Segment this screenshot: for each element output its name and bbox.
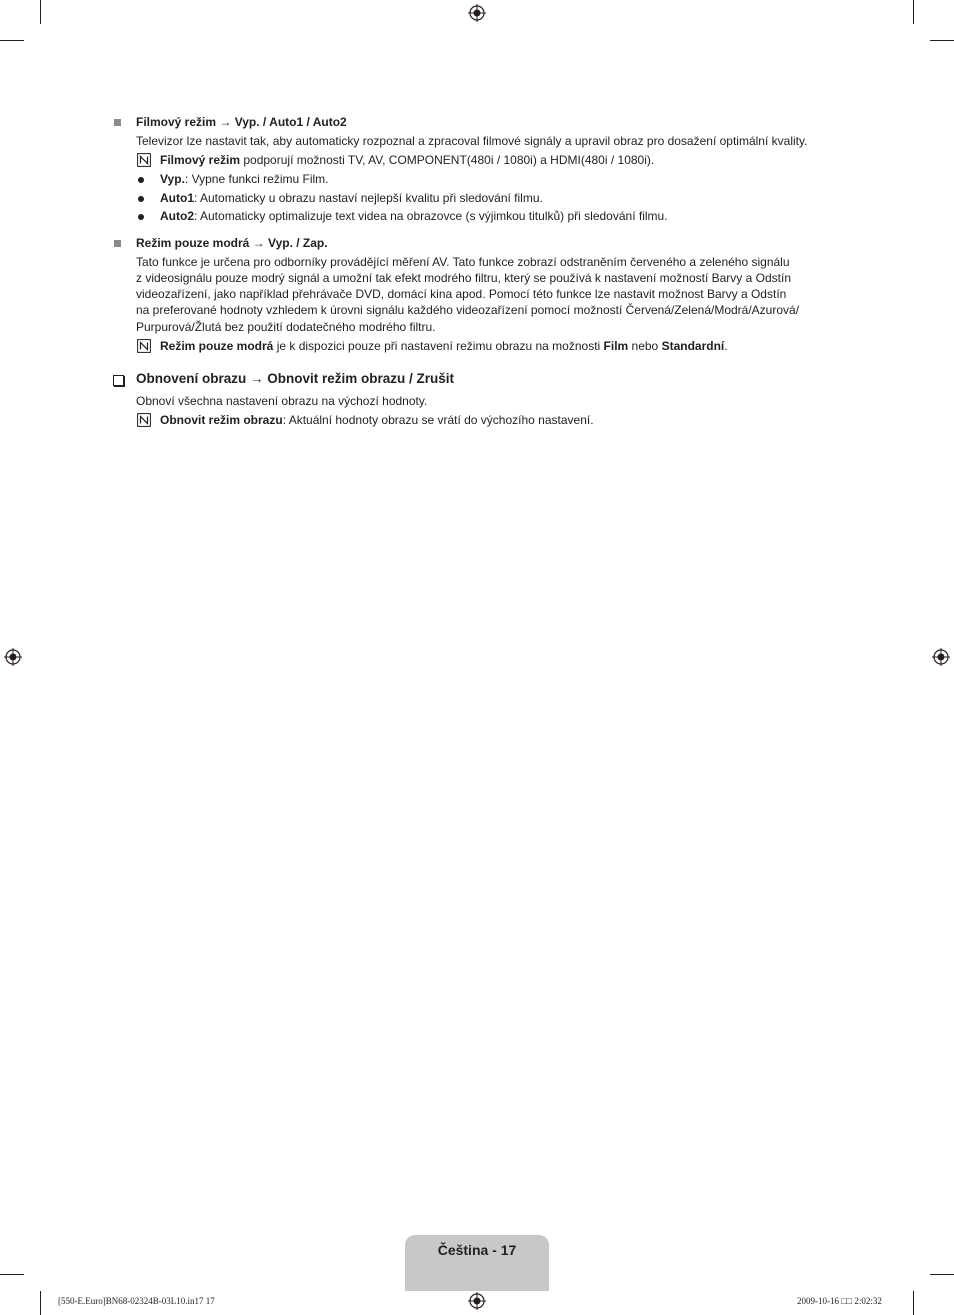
list-item-rest: : Automaticky optimalizuje text videa na obrazovce (s výjimkou titulků) při sledování filmu. (194, 209, 668, 223)
list-item-bold: Auto1 (160, 191, 194, 205)
heading-part: Vyp. / Auto1 / Auto2 (234, 115, 347, 129)
square-bullet-icon (114, 119, 121, 126)
note-bold: Filmový režim (160, 153, 241, 167)
crop-mark (40, 0, 41, 24)
registration-mark-icon (468, 1292, 486, 1310)
list-item (160, 190, 543, 206)
crop-mark (0, 40, 24, 41)
note-rest: . (724, 339, 728, 353)
note-icon (137, 339, 151, 353)
section-heading-film (136, 114, 347, 130)
section-description: Televizor lze nastavit tak, aby automaticky rozpoznal a zpracoval filmové signály a upravil obraz pro dosažení optimální kvality. (136, 134, 808, 148)
note-text (160, 412, 594, 428)
square-bullet-icon (114, 240, 121, 247)
section-heading-reset (136, 371, 454, 387)
file-info: [550-E.Euro]BN68-02324B-03L10.in17 17 (58, 1296, 215, 1306)
paragraph-line: videozařízení, jako například přehrávače DVD, domácí kina apod. Pomocí této funkce lze nastavit možnost Barvy a Odstín (136, 287, 787, 301)
heading-part: Obnovení obrazu (136, 371, 247, 386)
crop-mark (913, 0, 914, 24)
crop-mark (913, 1291, 914, 1315)
note-rest: nebo (628, 339, 662, 353)
heading-arrow: → (216, 115, 235, 129)
note-icon (137, 153, 151, 167)
heading-part: Vyp. / Zap. (268, 236, 328, 250)
crop-mark (40, 1291, 41, 1315)
paragraph-line: Purpurová/Žlutá bez použití dodatečného modrého filtru. (136, 320, 436, 334)
heading-arrow: → (249, 236, 269, 250)
registration-mark-icon (932, 648, 950, 666)
checkbox-bullet-icon (113, 375, 124, 386)
list-item (160, 171, 329, 187)
list-item-rest: : Vypne funkci režimu Film. (184, 172, 329, 186)
bullet-icon (138, 177, 144, 183)
heading-part: Režim pouze modrá (136, 236, 250, 250)
note-rest: : Aktuální hodnoty obrazu se vrátí do výchozího nastavení. (282, 413, 594, 427)
bullet-icon (138, 214, 144, 220)
note-rest: je k dispozici pouze při nastavení režimu obrazu na možnosti (273, 339, 604, 353)
list-item-bold: Vyp. (160, 172, 185, 186)
heading-arrow: → (246, 371, 268, 386)
note-bold: Film (603, 339, 629, 353)
paragraph-line: z videosignálu pouze modrý signál a umožní tak efekt modrého filtru, který se používá k nastavení možností Barvy a Odstín (136, 271, 791, 285)
list-item-bold: Auto2 (160, 209, 194, 223)
note-bold: Režim pouze modrá (160, 339, 274, 353)
page-number-tab (405, 1235, 549, 1291)
list-item (160, 208, 668, 224)
heading-part: Filmový režim (136, 115, 217, 129)
note-text (160, 152, 654, 168)
paragraph-line: Tato funkce je určena pro odborníky provádějící měření AV. Tato funkce zobrazí odstraněním červeného a zeleného signálu (136, 255, 790, 269)
note-text (160, 338, 728, 354)
note-icon (137, 413, 151, 427)
registration-mark-icon (4, 648, 22, 666)
note-bold: Standardní (661, 339, 725, 353)
date-info: 2009-10-16 □□ 2:02:32 (797, 1296, 882, 1306)
note-bold: Obnovit režim obrazu (160, 413, 283, 427)
note-rest: podporují možnosti TV, AV, COMPONENT(480i / 1080i) a HDMI(480i / 1080i). (240, 153, 655, 167)
paragraph-line: na preferované hodnoty vzhledem k úrovni signálu každého videozařízení pomocí možností Červená/Zelená/Modrá/Azurová/ (136, 303, 800, 317)
heading-part: Obnovit režim obrazu / Zrušit (267, 371, 455, 386)
list-item-rest: : Automaticky u obrazu nastaví nejlepší kvalitu při sledování filmu. (194, 191, 543, 205)
crop-mark (0, 1274, 24, 1275)
registration-mark-icon (468, 4, 486, 22)
crop-mark (930, 40, 954, 41)
section-description: Obnoví všechna nastavení obrazu na výchozí hodnoty. (136, 394, 428, 408)
bullet-icon (138, 196, 144, 202)
crop-mark (930, 1274, 954, 1275)
section-heading-blue (136, 235, 328, 251)
page-number-label: Čeština - 17 (437, 1242, 517, 1258)
